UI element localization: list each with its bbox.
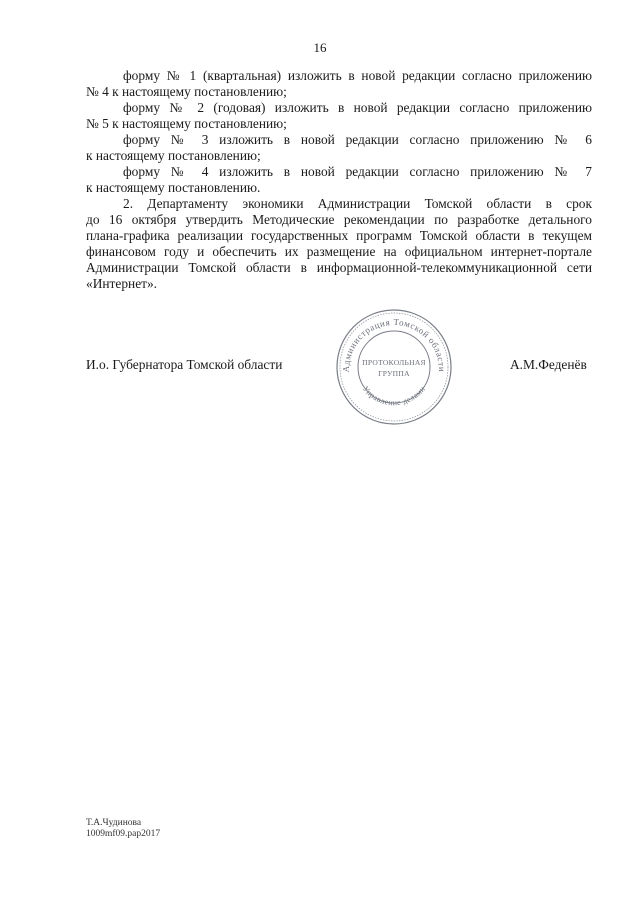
text-line: финансовом году и обеспечить их размещение на официальном интернет-портале [86,244,592,259]
text-line: Администрации Томской области в информационной-телекоммуникационной сети [86,260,592,275]
stamp-center-line-2: ГРУППА [378,369,410,378]
text-line: до 16 октября утвердить Методические рекомендации по разработке детального [86,212,592,227]
document-footer [86,818,160,840]
paragraph-form-3 [86,132,592,164]
footer-author: Т.А.Чудинова [86,818,142,828]
text-line: к настоящему постановлению. [86,180,261,195]
stamp-bottom-text: Управление делами [360,384,428,408]
text-line: форму № 4 изложить в новой редакции согласно приложению № 7 [123,164,592,179]
signatory-name: А.М.Феденёв [510,357,587,372]
page-number: 16 [313,40,327,55]
text-line: к настоящему постановлению; [86,148,261,163]
signatory-position: И.о. Губернатора Томской области [86,357,283,372]
paragraph-form-4 [86,164,592,196]
footer-file-reference: 1009mf09.pap2017 [86,829,161,839]
svg-text:Управление делами [361,384,427,407]
text-line: 2. Департаменту экономики Администрации Томской области в срок [123,196,592,211]
text-line: № 4 к настоящему постановлению; [86,84,287,99]
paragraph-department [86,196,592,292]
text-line: плана-графика реализации государственных программ Томской области в текущем [86,228,592,243]
text-line: форму № 2 (годовая) изложить в новой редакции согласно приложению [123,100,592,115]
paragraph-form-2 [86,100,592,132]
text-line: форму № 3 изложить в новой редакции согласно приложению № 6 [123,132,592,147]
stamp-center-line-1: ПРОТОКОЛЬНАЯ [362,358,426,367]
text-line: «Интернет». [86,276,158,291]
stamp-graphic [333,306,455,428]
official-stamp [333,306,455,428]
text-line: № 5 к настоящему постановлению; [86,116,287,131]
stamp-outer-text: Администрация Томской области [340,316,448,373]
paragraph-form-1 [86,68,592,100]
text-line: форму № 1 (квартальная) изложить в новой редакции согласно приложению [123,68,592,83]
